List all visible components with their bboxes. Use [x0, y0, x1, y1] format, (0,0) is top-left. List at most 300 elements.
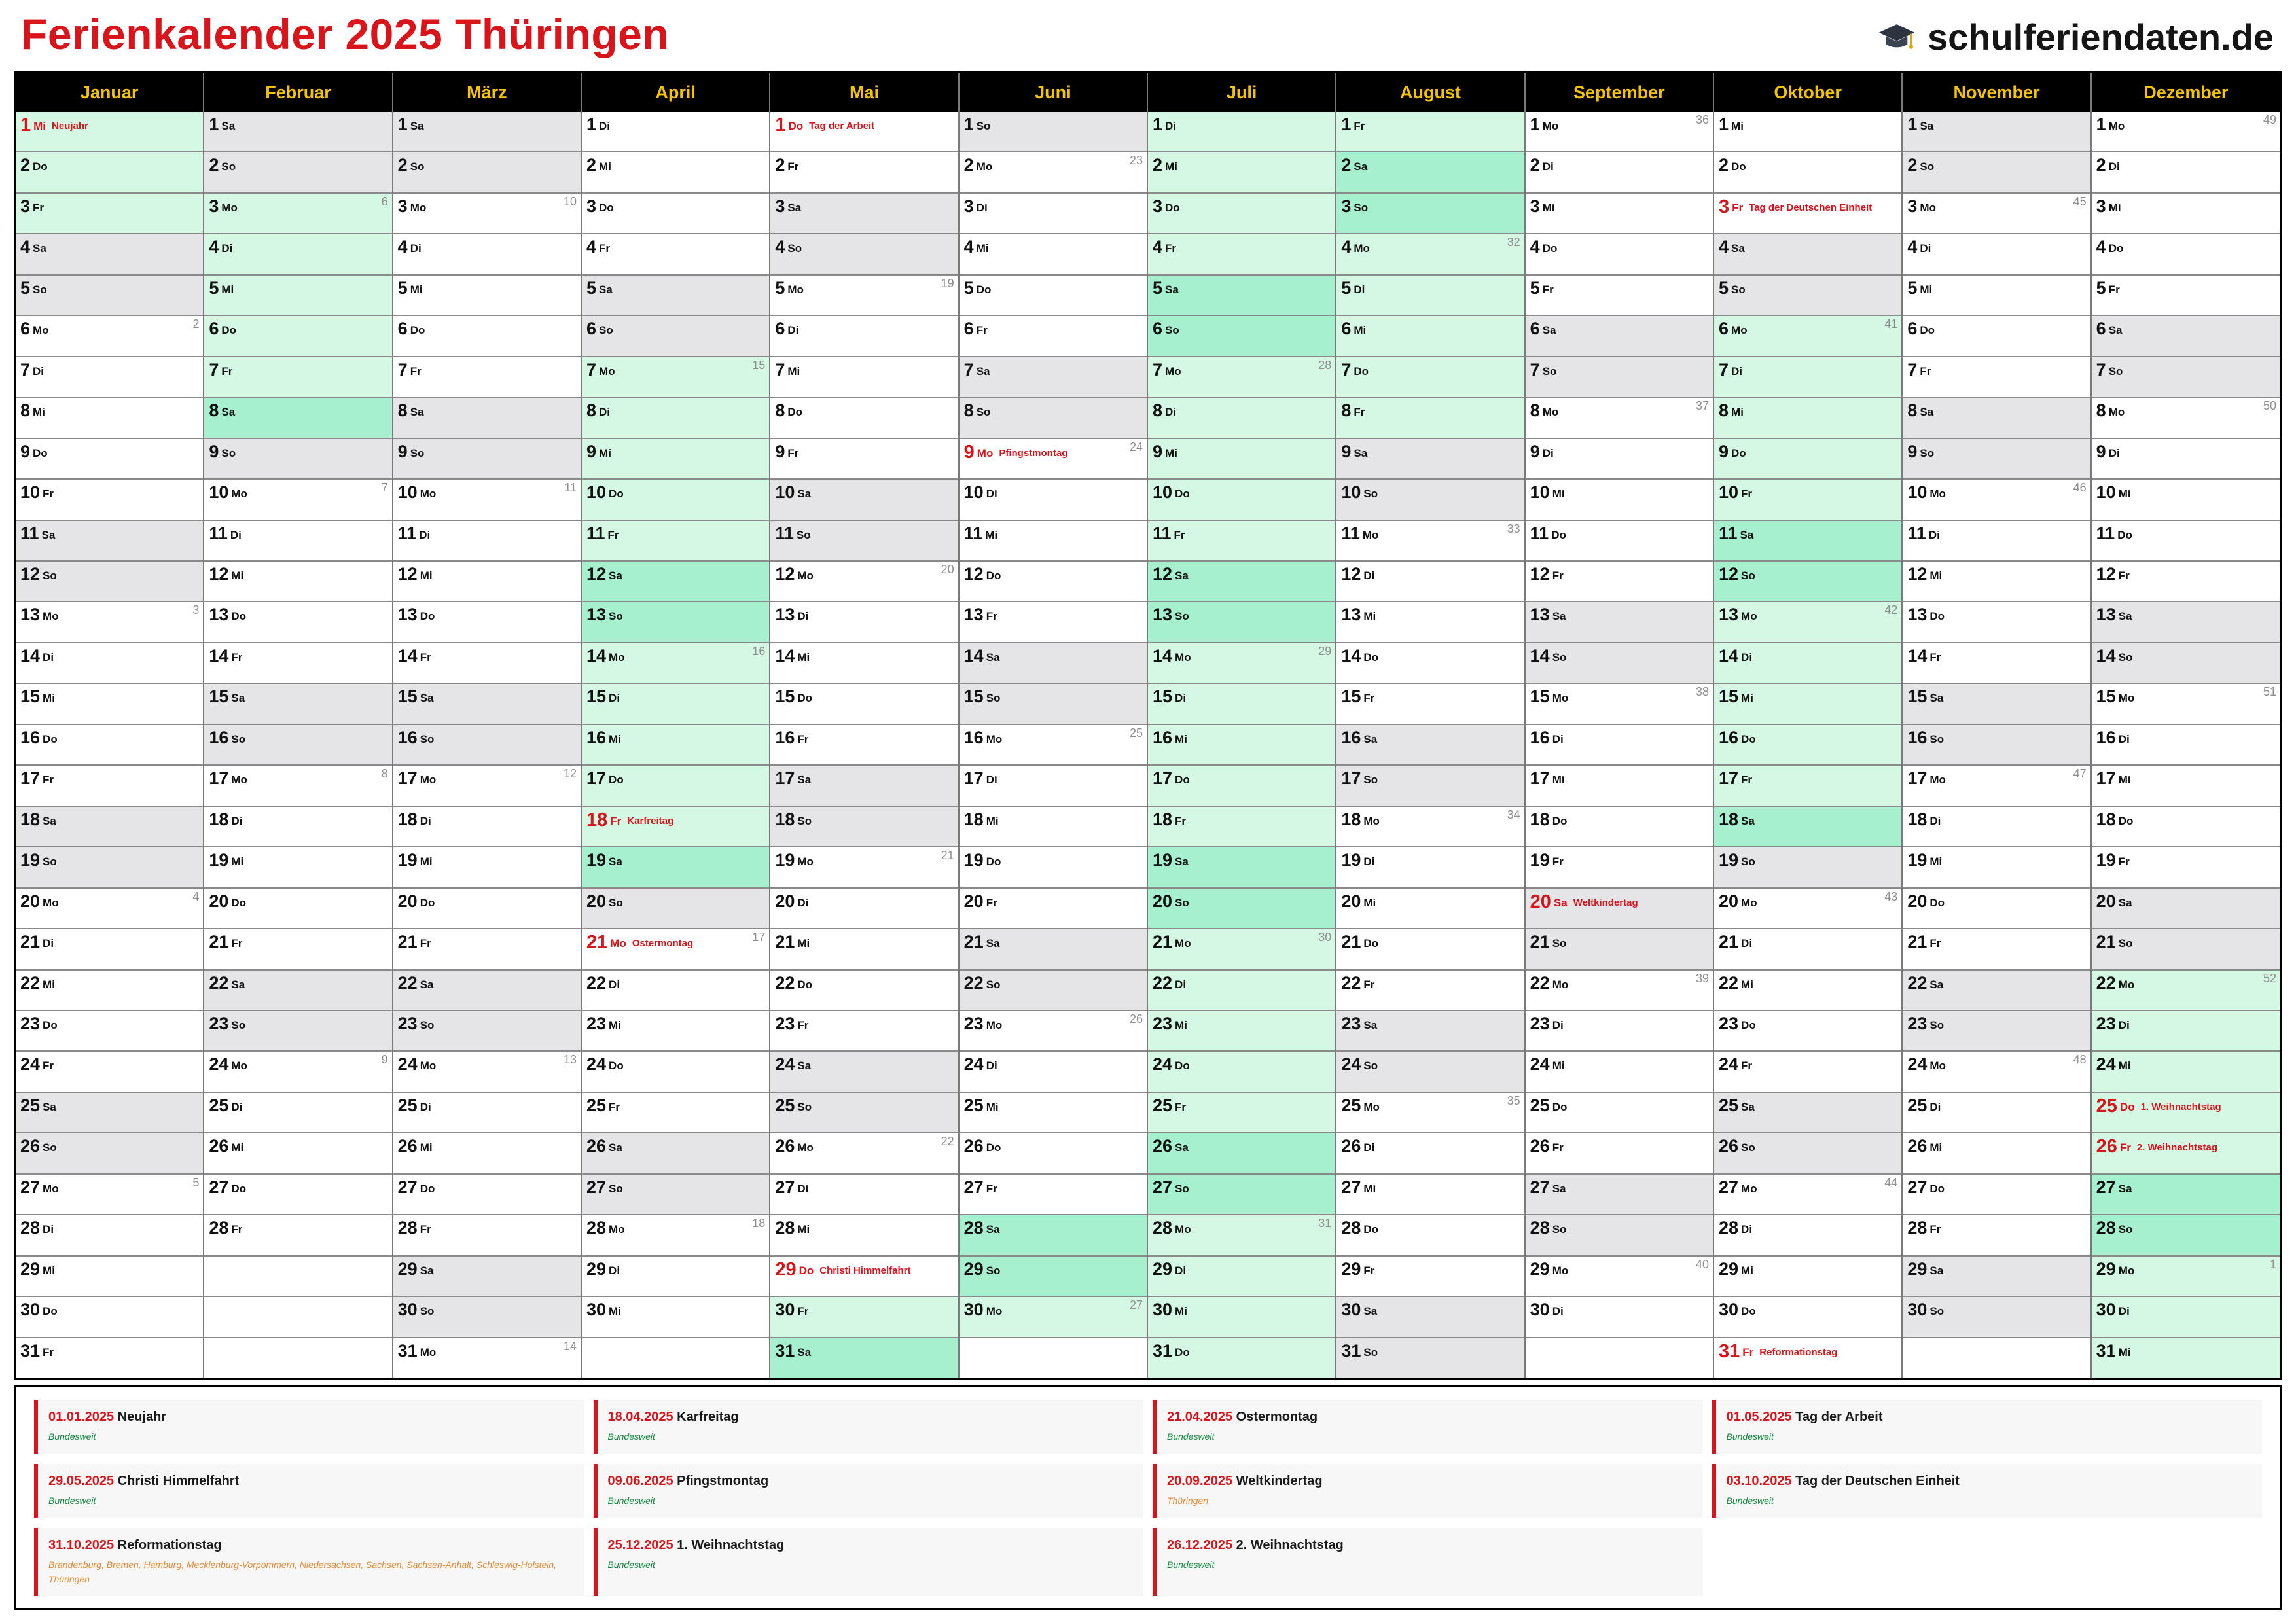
weekday-abbr: Di — [43, 937, 54, 950]
day-cell — [16, 480, 203, 520]
day-number: 30 — [1341, 1300, 1361, 1320]
day-number: 27 — [1907, 1177, 1928, 1197]
day-number: 15 — [1530, 687, 1550, 707]
day-cell — [960, 643, 1147, 684]
day-cell — [16, 1175, 203, 1215]
weekday-abbr: Fr — [2108, 283, 2120, 296]
day-cell — [2092, 847, 2280, 888]
weekday-abbr: So — [231, 1018, 246, 1031]
public-holiday-cell — [770, 112, 958, 152]
day-number: 11 — [1341, 523, 1360, 543]
day-number: 14 — [397, 645, 418, 666]
weekday-abbr: Fr — [1542, 283, 1554, 296]
weekday-abbr: Do — [1731, 446, 1746, 459]
day-number: 16 — [209, 727, 229, 747]
day-cell — [582, 1011, 769, 1052]
day-cell — [1336, 847, 1524, 888]
day-cell — [1714, 1011, 1901, 1052]
day-number: 10 — [963, 482, 984, 503]
day-number: 18 — [397, 809, 418, 829]
day-cell — [770, 602, 958, 643]
day-cell — [582, 276, 769, 316]
day-cell — [1148, 684, 1335, 724]
public-holiday-cell — [1714, 1338, 1901, 1378]
day-number: 3 — [1153, 196, 1163, 216]
day-cell — [960, 807, 1147, 847]
day-cell — [2092, 234, 2280, 275]
day-cell — [393, 194, 581, 234]
week-number: 31 — [1318, 1217, 1332, 1230]
weekday-abbr: Mo — [1542, 406, 1559, 419]
day-cell — [1526, 766, 1713, 806]
day-cell — [1903, 1093, 2090, 1133]
day-cell — [16, 316, 203, 357]
day-cell — [960, 929, 1147, 970]
weekday-abbr: Sa — [599, 283, 613, 296]
day-number: 2 — [1907, 155, 1918, 175]
day-number: 14 — [775, 645, 795, 666]
day-cell — [582, 1257, 769, 1297]
day-number: 7 — [397, 359, 408, 380]
day-number: 13 — [775, 605, 795, 625]
weekday-abbr: Mi — [231, 1141, 244, 1154]
day-cell — [393, 929, 581, 970]
day-number: 6 — [963, 319, 974, 339]
day-number: 19 — [209, 850, 229, 870]
day-cell — [16, 562, 203, 602]
day-cell — [1148, 1215, 1335, 1256]
weekday-abbr: Fr — [797, 732, 809, 745]
day-cell — [16, 357, 203, 398]
day-cell — [393, 807, 581, 847]
day-cell — [16, 1093, 203, 1133]
day-cell — [1336, 357, 1524, 398]
day-number: 14 — [1907, 645, 1928, 666]
day-cell — [770, 357, 958, 398]
day-number: 26 — [775, 1136, 795, 1156]
day-cell — [1714, 480, 1901, 520]
day-number: 17 — [775, 768, 795, 789]
day-number: 7 — [586, 359, 597, 380]
public-holiday-cell — [770, 1257, 958, 1297]
day-cell — [393, 889, 581, 929]
weekday-abbr: Sa — [1740, 528, 1754, 541]
day-cell — [204, 234, 391, 275]
weekday-abbr: Mo — [1741, 896, 1757, 909]
day-cell — [1148, 276, 1335, 316]
day-cell — [770, 480, 958, 520]
day-cell — [393, 480, 581, 520]
day-cell — [16, 807, 203, 847]
day-number: 2 — [1341, 155, 1352, 175]
weekday-abbr: Sa — [33, 242, 46, 255]
legend-region: Bundesweit — [607, 1495, 655, 1506]
day-number: 30 — [586, 1300, 607, 1320]
day-number: 19 — [775, 850, 795, 870]
day-number: 17 — [2096, 768, 2116, 789]
weekday-abbr: So — [1929, 732, 1945, 745]
day-number: 4 — [963, 237, 974, 257]
day-cell — [770, 316, 958, 357]
weekday-abbr: Mi — [1929, 855, 1943, 868]
day-number: 23 — [1719, 1013, 1739, 1033]
day-cell — [582, 234, 769, 275]
day-cell — [1336, 439, 1524, 480]
day-cell — [393, 1133, 581, 1174]
day-number: 21 — [397, 932, 418, 952]
day-cell — [2092, 398, 2280, 438]
day-cell — [1336, 1257, 1524, 1297]
weekday-abbr: Mo — [1741, 1182, 1757, 1195]
day-cell — [1526, 316, 1713, 357]
weekday-abbr: So — [420, 732, 435, 745]
weekday-abbr: Mo — [1363, 814, 1380, 827]
public-holiday-cell — [16, 112, 203, 152]
weekday-abbr: Di — [609, 692, 620, 705]
day-cell — [1903, 316, 2090, 357]
day-number: 29 — [2096, 1258, 2116, 1279]
day-number: 25 — [775, 1095, 795, 1115]
weekday-abbr: Mi — [43, 978, 55, 991]
week-number: 6 — [381, 194, 388, 208]
day-number: 24 — [775, 1054, 795, 1075]
day-cell — [770, 684, 958, 724]
day-cell — [1714, 929, 1901, 970]
week-number: 4 — [192, 889, 200, 903]
day-number: 7 — [775, 359, 785, 380]
month-header: Oktober — [1714, 73, 1901, 112]
weekday-abbr: Mo — [420, 488, 437, 501]
weekday-abbr: Mi — [43, 1264, 55, 1277]
day-number: 1 — [1907, 115, 1918, 134]
week-number: 7 — [381, 481, 388, 495]
day-cell — [1714, 1215, 1901, 1256]
day-cell — [1714, 847, 1901, 888]
day-cell — [1714, 521, 1901, 562]
day-number: 10 — [1907, 482, 1928, 503]
day-number: 25 — [1907, 1095, 1928, 1115]
weekday-abbr: Di — [2118, 1305, 2130, 1318]
day-number: 28 — [1530, 1218, 1550, 1238]
weekday-abbr: Fr — [1552, 1141, 1564, 1154]
month-header: Mai — [770, 73, 958, 112]
day-cell — [770, 398, 958, 438]
day-number: 16 — [586, 727, 607, 747]
public-holiday-cell — [582, 929, 769, 970]
day-cell — [393, 971, 581, 1011]
day-number: 30 — [2096, 1300, 2116, 1320]
weekday-abbr: Mo — [986, 732, 1003, 745]
brand[interactable] — [1878, 16, 2274, 58]
day-cell — [1714, 316, 1901, 357]
weekday-abbr: Do — [609, 1060, 624, 1073]
day-number: 26 — [20, 1136, 41, 1156]
weekday-abbr: Mo — [1175, 651, 1191, 664]
day-number: 23 — [1530, 1013, 1550, 1033]
day-cell — [960, 194, 1147, 234]
weekday-abbr: Mi — [1165, 160, 1177, 173]
weekday-abbr: Di — [2108, 160, 2120, 173]
day-cell — [2092, 889, 2280, 929]
weekday-abbr: So — [787, 242, 802, 255]
weekday-abbr: Fr — [1552, 569, 1564, 582]
weekday-abbr: Mi — [599, 446, 611, 459]
day-number: 29 — [20, 1258, 41, 1279]
weekday-abbr: Mo — [2118, 1264, 2135, 1277]
weekday-abbr: Mi — [609, 1018, 621, 1031]
day-number: 8 — [1719, 401, 1729, 421]
day-cell — [1526, 521, 1713, 562]
weekday-abbr: Fr — [2118, 569, 2130, 582]
day-cell — [393, 725, 581, 766]
legend-date: 01.01.2025 — [48, 1410, 115, 1424]
day-number: 6 — [1530, 319, 1540, 339]
day-cell — [1336, 971, 1524, 1011]
day-cell — [393, 847, 581, 888]
day-number: 26 — [586, 1136, 607, 1156]
legend-item — [1153, 1528, 1703, 1596]
day-number: 8 — [397, 401, 408, 421]
weekday-abbr: Sa — [1552, 1182, 1566, 1195]
day-cell — [204, 602, 391, 643]
day-cell — [582, 194, 769, 234]
day-cell — [1148, 398, 1335, 438]
day-cell — [770, 1338, 958, 1378]
day-cell — [1148, 1257, 1335, 1297]
day-cell — [393, 276, 581, 316]
day-cell — [1526, 234, 1713, 275]
day-cell — [2092, 357, 2280, 398]
day-cell — [393, 1093, 581, 1133]
day-cell — [960, 1133, 1147, 1174]
day-cell — [1148, 439, 1335, 480]
day-number: 4 — [209, 237, 219, 257]
legend-date: 21.04.2025 — [1167, 1410, 1233, 1424]
weekday-abbr: Di — [1929, 814, 1941, 827]
weekday-abbr: Do — [1552, 814, 1568, 827]
weekday-abbr: Mo — [43, 1182, 59, 1195]
weekday-abbr: Mo — [420, 1060, 437, 1073]
legend-date: 03.10.2025 — [1726, 1474, 1792, 1488]
day-number: 14 — [209, 645, 229, 666]
day-number: 17 — [1341, 768, 1361, 789]
day-cell — [960, 521, 1147, 562]
weekday-abbr: So — [1542, 365, 1557, 378]
day-number: 28 — [963, 1218, 984, 1238]
weekday-abbr: So — [420, 1305, 435, 1318]
day-cell — [1903, 766, 2090, 806]
legend-holiday-name: Tag der Arbeit — [1791, 1410, 1883, 1424]
weekday-abbr: So — [410, 160, 425, 173]
day-number: 26 — [397, 1136, 418, 1156]
day-cell — [1714, 807, 1901, 847]
day-number: 20 — [20, 891, 41, 911]
day-cell — [1903, 1297, 2090, 1338]
day-cell — [960, 847, 1147, 888]
weekday-abbr: Fr — [231, 1223, 243, 1236]
day-number: 19 — [20, 850, 41, 870]
day-number: 5 — [1153, 277, 1163, 298]
day-cell — [2092, 316, 2280, 357]
day-number: 12 — [20, 563, 41, 584]
day-number: 24 — [20, 1054, 41, 1075]
weekday-abbr: Mo — [1175, 1223, 1191, 1236]
weekday-abbr: So — [1363, 1060, 1378, 1073]
day-number: 31 — [1341, 1340, 1361, 1361]
weekday-abbr: Mi — [1731, 120, 1744, 132]
day-cell — [1148, 152, 1335, 193]
month-header: Januar — [16, 73, 203, 112]
day-cell — [1714, 1297, 1901, 1338]
day-cell — [770, 521, 958, 562]
day-number: 23 — [1153, 1013, 1173, 1033]
day-number: 23 — [397, 1013, 418, 1033]
weekday-abbr: Di — [221, 242, 233, 255]
weekday-abbr: Mo — [797, 855, 814, 868]
weekday-abbr: Fr — [221, 365, 233, 378]
day-number: 5 — [2096, 277, 2106, 298]
weekday-abbr: Fr — [420, 1223, 431, 1236]
week-number: 36 — [1695, 113, 1709, 126]
month-column — [1714, 73, 1903, 1378]
legend-date: 25.12.2025 — [607, 1538, 673, 1552]
weekday-abbr: So — [796, 528, 811, 541]
day-number: 11 — [2096, 523, 2115, 543]
day-cell — [1336, 766, 1524, 806]
weekday-abbr: Mo — [797, 569, 814, 582]
legend-item — [594, 1400, 1144, 1454]
day-number: 11 — [1153, 523, 1172, 543]
weekday-abbr: Fr — [986, 896, 997, 909]
weekday-abbr: So — [1363, 488, 1378, 501]
day-cell — [1336, 643, 1524, 684]
weekday-abbr: So — [976, 120, 991, 132]
weekday-abbr: Do — [609, 774, 624, 787]
day-cell — [1903, 1175, 2090, 1215]
weekday-abbr: So — [2118, 937, 2133, 950]
day-number: 16 — [20, 727, 41, 747]
day-cell — [204, 889, 391, 929]
weekday-abbr: Mi — [1165, 446, 1177, 459]
day-number: 11 — [963, 523, 983, 543]
weekday-abbr: Mi — [787, 365, 800, 378]
day-cell — [770, 889, 958, 929]
day-number: 18 — [775, 809, 795, 829]
day-cell — [1714, 602, 1901, 643]
day-number: 29 — [963, 1258, 984, 1279]
day-number: 10 — [2096, 482, 2116, 503]
day-cell — [1714, 439, 1901, 480]
day-cell — [204, 847, 391, 888]
weekday-abbr: Di — [609, 978, 620, 991]
day-cell — [770, 194, 958, 234]
day-cell — [393, 684, 581, 724]
weekday-abbr: Fr — [1174, 528, 1185, 541]
day-number: 15 — [397, 687, 418, 707]
weekday-abbr: Mo — [33, 324, 49, 337]
weekday-abbr: Fr — [1552, 855, 1564, 868]
weekday-abbr: Mi — [2118, 1346, 2131, 1359]
month-column — [393, 73, 582, 1378]
day-cell — [393, 152, 581, 193]
day-number: 1 — [1341, 115, 1352, 134]
weekday-abbr: Sa — [797, 774, 812, 787]
day-number: 6 — [1341, 319, 1352, 339]
day-number: 4 — [1530, 237, 1540, 257]
weekday-abbr: Di — [1165, 406, 1177, 419]
weekday-abbr: So — [43, 569, 57, 582]
day-number: 12 — [209, 563, 229, 584]
weekday-abbr: Do — [410, 324, 425, 337]
day-cell — [204, 521, 391, 562]
week-number: 44 — [1884, 1175, 1898, 1189]
public-holiday-cell — [2092, 1093, 2280, 1133]
weekday-abbr: Mi — [985, 528, 998, 541]
day-cell — [1714, 357, 1901, 398]
day-number: 7 — [2096, 359, 2106, 380]
day-number: 18 — [1530, 809, 1550, 829]
weekday-abbr: Di — [1542, 446, 1554, 459]
day-cell — [1148, 480, 1335, 520]
legend-item-heading — [48, 1537, 574, 1554]
day-cell — [770, 847, 958, 888]
weekday-abbr: So — [231, 732, 246, 745]
weekday-abbr: So — [43, 1141, 57, 1154]
day-number: 14 — [20, 645, 41, 666]
day-number: 4 — [1719, 237, 1729, 257]
day-cell — [582, 480, 769, 520]
day-cell — [960, 357, 1147, 398]
weekday-abbr: Di — [33, 365, 45, 378]
day-cell — [2092, 152, 2280, 193]
day-number: 14 — [1530, 645, 1550, 666]
day-cell — [204, 194, 391, 234]
weekday-abbr: Mi — [1929, 569, 1943, 582]
day-cell — [582, 316, 769, 357]
weekday-abbr: Sa — [221, 406, 236, 419]
day-cell — [393, 398, 581, 438]
weekday-abbr: So — [1354, 201, 1369, 214]
day-cell — [1148, 1052, 1335, 1092]
week-number: 16 — [752, 644, 766, 658]
day-cell — [1336, 1175, 1524, 1215]
day-number: 21 — [1530, 932, 1550, 952]
holiday-name: Tag der Deutschen Einheit — [1749, 202, 1873, 213]
weekday-abbr: Do — [43, 1018, 58, 1031]
weekday-abbr: Do — [1929, 1182, 1945, 1195]
day-number: 4 — [20, 237, 31, 257]
day-number: 19 — [963, 850, 984, 870]
day-number: 18 — [586, 809, 608, 830]
day-cell — [1526, 276, 1713, 316]
day-number: 13 — [1341, 605, 1361, 625]
weekday-abbr: Mi — [609, 1305, 621, 1318]
weekday-abbr: Do — [1354, 365, 1369, 378]
day-number: 9 — [775, 441, 785, 461]
weekday-abbr: Fr — [43, 774, 54, 787]
day-number: 6 — [586, 319, 597, 339]
day-cell — [393, 1338, 581, 1378]
week-number: 42 — [1884, 603, 1898, 617]
day-number: 25 — [397, 1095, 418, 1115]
weekday-abbr: Mo — [1929, 774, 1946, 787]
weekday-abbr: So — [1741, 855, 1755, 868]
weekday-abbr: Do — [420, 610, 435, 623]
brand-name: schulferiendaten.de — [1927, 16, 2274, 58]
day-cell — [1148, 1093, 1335, 1133]
weekday-abbr: Di — [1542, 160, 1554, 173]
week-number: 30 — [1318, 931, 1332, 944]
